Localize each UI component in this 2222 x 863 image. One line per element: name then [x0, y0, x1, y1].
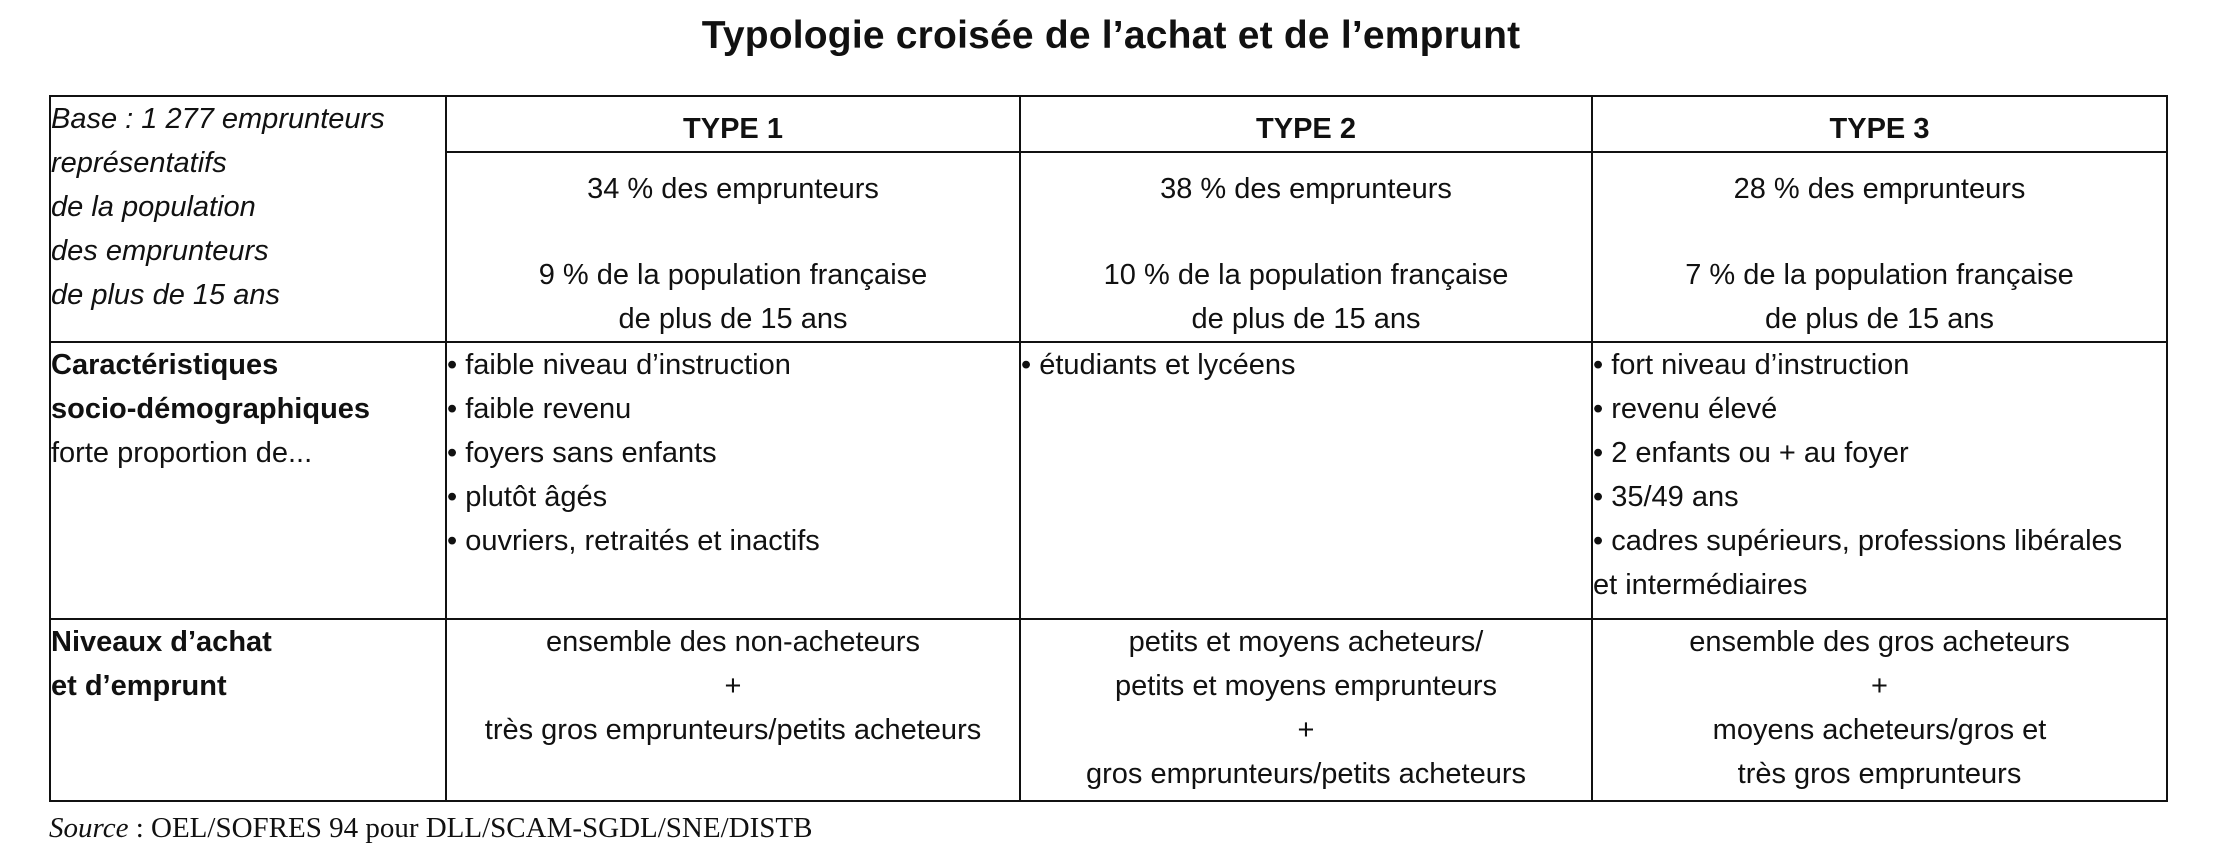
type-2-share-population-age: de plus de 15 ans [1191, 303, 1421, 335]
type-1-share-population: 9 % de la population française [538, 259, 928, 291]
typology-table [49, 95, 2168, 802]
level-line: très gros emprunteurs [1737, 758, 2022, 790]
list-item: • étudiants et lycéens [1021, 349, 1296, 381]
source-note [49, 808, 812, 848]
base-line: des emprunteurs [51, 235, 269, 267]
level-line: ensemble des non-acheteurs [545, 626, 920, 658]
type-2-levels [1020, 619, 1592, 801]
type-3-share-population: 7 % de la population française [1685, 259, 2074, 291]
base-line: de la population [51, 191, 256, 223]
level-line: + [724, 670, 742, 702]
list-item: • 35/49 ans [1593, 481, 1739, 513]
list-item: • cadres supérieurs, professions libérales [1593, 525, 2123, 557]
type-2-share-population: 10 % de la population française [1103, 259, 1509, 291]
type-2-header-cell [1020, 96, 1592, 342]
source-text: : OEL/SOFRES 94 pour DLL/SCAM-SGDL/SNE/DISTB [128, 812, 813, 844]
base-line: de plus de 15 ans [51, 279, 280, 311]
type-1-share-population-age: de plus de 15 ans [618, 303, 848, 335]
page-title: Typologie croisée de l’achat et de l’emprunt [701, 14, 1521, 57]
levels-row [50, 619, 2167, 801]
type-3-header-cell [1592, 96, 2167, 342]
level-line: très gros emprunteurs/petits acheteurs [484, 714, 982, 746]
type-2-share-borrowers: 38 % des emprunteurs [1160, 173, 1452, 205]
socio-label-2: socio-démographiques [51, 393, 371, 425]
type-2-header: TYPE 2 [1021, 97, 1591, 153]
levels-label-1: Niveaux d’achat [51, 626, 272, 658]
levels-label-cell [50, 619, 446, 801]
list-item: • revenu élevé [1593, 393, 1778, 425]
header-row [50, 96, 2167, 342]
type-3-levels [1592, 619, 2167, 801]
type-3-characteristics [1592, 342, 2167, 619]
list-item: • ouvriers, retraités et inactifs [447, 525, 820, 557]
list-item: • foyers sans enfants [447, 437, 717, 469]
type-1-share-borrowers: 34 % des emprunteurs [587, 173, 879, 205]
list-item: • plutôt âgés [447, 481, 608, 513]
levels-label-2: et d’emprunt [51, 670, 227, 702]
socio-label-1: Caractéristiques [51, 349, 279, 381]
level-line: + [1297, 714, 1315, 746]
type-3-share-population-age: de plus de 15 ans [1765, 303, 1994, 335]
type-3-header: TYPE 3 [1593, 97, 2166, 153]
type-1-characteristics [446, 342, 1020, 619]
level-line: petits et moyens emprunteurs [1114, 670, 1497, 702]
level-line: ensemble des gros acheteurs [1689, 626, 2070, 658]
socio-label-3: forte proportion de... [51, 437, 313, 469]
type-2-characteristics [1020, 342, 1592, 619]
base-line: représentatifs [51, 147, 227, 179]
list-item: • faible revenu [447, 393, 632, 425]
type-1-levels [446, 619, 1020, 801]
base-cell [50, 96, 446, 342]
level-line: gros emprunteurs/petits acheteurs [1085, 758, 1527, 790]
source-label: Source [49, 812, 129, 844]
level-line: + [1871, 670, 1888, 702]
type-3-share-borrowers: 28 % des emprunteurs [1733, 173, 2026, 205]
list-item: • fort niveau d’instruction [1593, 349, 1910, 381]
type-1-header: TYPE 1 [447, 97, 1019, 153]
list-item: • 2 enfants ou + au foyer [1593, 437, 1909, 469]
list-item: • faible niveau d’instruction [447, 349, 791, 381]
list-item: et intermédiaires [1593, 569, 1808, 601]
level-line: petits et moyens acheteurs/ [1128, 626, 1484, 658]
base-line: Base : 1 277 emprunteurs [51, 103, 385, 135]
level-line: moyens acheteurs/gros et [1712, 714, 2047, 746]
type-1-header-cell [446, 96, 1020, 342]
socio-label-cell [50, 342, 446, 619]
socio-row [50, 342, 2167, 619]
